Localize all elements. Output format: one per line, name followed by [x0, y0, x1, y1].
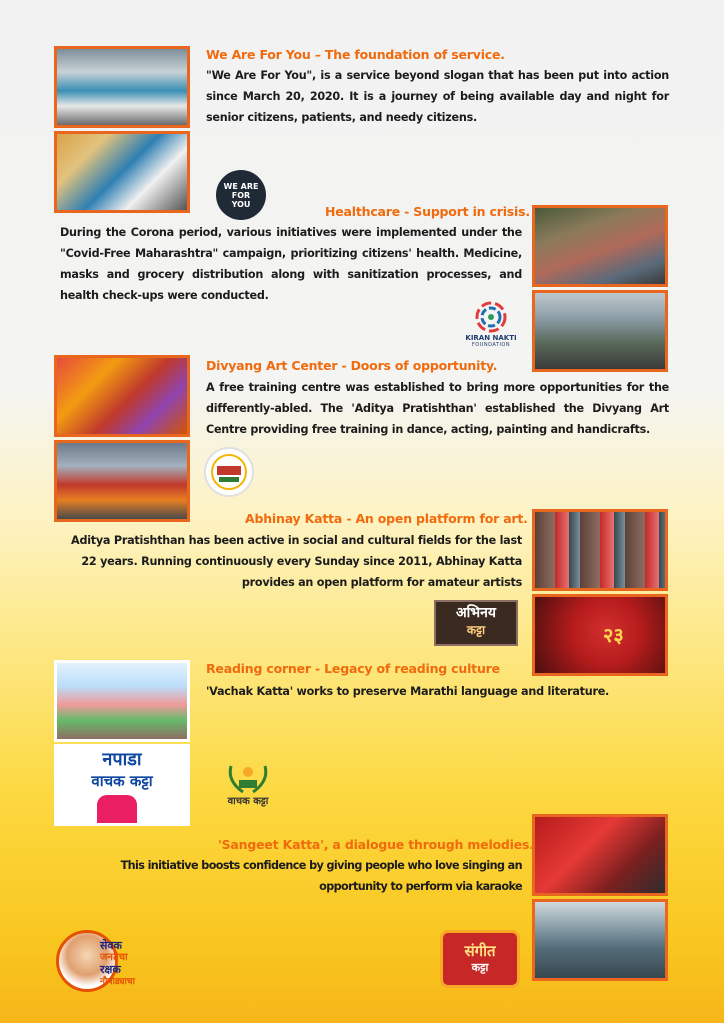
- we-are-for-you-logo: [216, 170, 266, 220]
- sangeet-logo-line1: संगीत: [464, 942, 496, 960]
- photo-healthcare-group: [532, 290, 668, 372]
- section-body-divyang: A free training centre was established to bring more opportunities for the differently-abled. The 'Aditya Pratishthan' established the Divyang Art Centre providing free training in dance, acting, painting and handicrafts.: [206, 381, 669, 436]
- vachak-banner-text: वाचक कट्टा: [91, 772, 153, 790]
- section-body-healthcare: During the Corona period, various initiatives were implemented under the "Covid-Free Maharashtra" campaign, prioritizing citizens' health. Medicine, masks and grocery distribution along with sanitization processes, and health check-ups were conducted.: [60, 226, 522, 302]
- photo-reading-corner-speaker: [54, 744, 190, 826]
- section-title-abhinay-katta: Abhinay Katta - An open platform for art.: [245, 511, 528, 526]
- photo-sangeet-group: [532, 899, 668, 981]
- section-title-sangeet-katta: 'Sangeet Katta', a dialogue through melodies.: [218, 837, 534, 852]
- kiran-nakti-name: KIRAN NAKTI: [465, 334, 517, 342]
- kiran-nakti-foundation: FOUNDATION: [471, 342, 511, 348]
- photo-sangeet-singer: [532, 814, 668, 896]
- sevak-janatecha-badge: [56, 930, 156, 1000]
- kiran-nakti-emblem-icon: [471, 300, 511, 334]
- photo-we-are-for-you-group: [54, 46, 190, 128]
- section-title-we-are-for-you: We Are For You – The foundation of service.: [206, 47, 505, 62]
- photo-abhinay-stage: [532, 594, 668, 676]
- section-body-reading-corner: 'Vachak Katta' works to preserve Marathi language and literature.: [206, 685, 610, 698]
- section-title-healthcare: Healthcare - Support in crisis.: [325, 204, 530, 219]
- section-body-abhinay-katta: Aditya Pratishthan has been active in social and cultural fields for the last 22 years. Running continuously every Sunday since 2011, Abhinay Katta provides an open platform for amateur artists: [71, 534, 522, 589]
- sevak-line1: सेवक: [100, 939, 122, 952]
- section-body-sangeet-katta: This initiative boosts confidence by giving people who love singing an opportunity to perform via karaoke: [120, 859, 522, 893]
- sangeet-katta-logo: [440, 930, 520, 988]
- abhinay-stage-number: २३: [603, 623, 624, 647]
- section-body-we-are-for-you: "We Are For You", is a service beyond slogan that has been put into action since March 20, 2020. It is a journey of being available day and night for senior citizens, patients, and needy citizens.: [206, 69, 669, 124]
- abhinay-katta-logo: [434, 600, 518, 646]
- kiran-nakti-logo: [462, 300, 520, 358]
- divyang-art-centre-logo: [204, 447, 254, 497]
- sevak-line2: जनतेचा: [100, 952, 128, 963]
- abhinay-logo-line2: कट्टा: [466, 623, 486, 637]
- section-title-reading-corner: Reading corner - Legacy of reading culture: [206, 661, 500, 676]
- abhinay-logo-line1: अभिनय: [455, 605, 497, 621]
- photo-divyang-audience: [54, 440, 190, 522]
- sevak-line3: रक्षक: [100, 963, 121, 976]
- we-are-for-you-logo-line2: FOR: [231, 190, 251, 200]
- photo-healthcare-distribution: [532, 205, 668, 287]
- section-title-divyang: Divyang Art Center - Doors of opportunity.: [206, 358, 498, 373]
- divyang-logo-emblem-icon: [209, 452, 249, 492]
- sevak-line4: नौपाड्याचा: [100, 977, 135, 987]
- vachak-katta-logo-text: वाचक कट्टा: [227, 796, 269, 807]
- vachak-katta-emblem-icon: [223, 756, 273, 796]
- sangeet-logo-line2: कट्टा: [471, 961, 489, 974]
- photo-abhinay-collage: [532, 509, 668, 591]
- we-are-for-you-logo-line1: WE ARE: [223, 181, 259, 191]
- photo-divyang-performance: [54, 355, 190, 437]
- we-are-for-you-logo-line3: YOU: [231, 199, 251, 209]
- napada-banner-text: नपाडा: [102, 749, 142, 770]
- photo-we-are-for-you-desk: [54, 131, 190, 213]
- vachak-katta-logo: [214, 756, 282, 814]
- photo-reading-corner-group: [54, 660, 190, 742]
